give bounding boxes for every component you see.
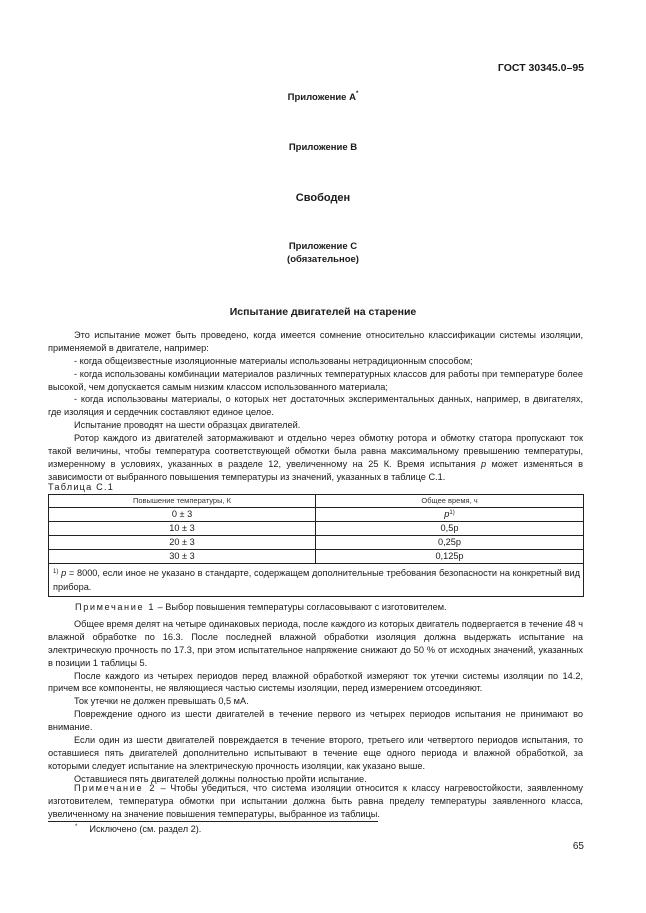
table-header-row: [49, 495, 584, 508]
table-cell-time: 0,25p: [316, 536, 584, 550]
annex-c-subtitle: (обязательное): [287, 253, 359, 265]
table-cell-time: 0,5p: [316, 522, 584, 536]
intro-bullet: - когда использованы комбинации материалов различных температурных классов для работы при температуре более высокой, чем допускается самым низким классом использованного материала;: [48, 368, 583, 392]
table-cell-rise: 0 ± 3: [49, 508, 316, 522]
procedure-paragraph: Общее время делят на четыре одинаковых периода, после каждого из которых двигатель подвергается в течение 48 ч влажной обработке по 16.3. После последней влажной обработки изоляция должна выдержать испытание на электрическую прочность по 17.3, при этом испытательное напряжение снижают до 50 % от исходных значений, указанных в позиции 1 таблицы 5.: [48, 619, 583, 668]
note-2: Примечание 2 – Чтобы убедиться, что система изоляции относится к классу нагревостойкости, заявленному изготовителем, температура обмотки при испытании должна быть равна пределу температуры заявленного класса, увеличенному на значение повышения температуры, выбранное из таблицы.: [48, 783, 583, 819]
table-row: [49, 550, 584, 564]
intro-paragraph: Испытание проводят на шести образцах двигателей.: [74, 420, 301, 431]
table-cell-rise: 20 ± 3: [49, 536, 316, 550]
annex-a-title: Приложение А*: [287, 91, 359, 103]
procedure-paragraph: Повреждение одного из шести двигателей в течение первого из четырех периодов испытания не принимают во внимание.: [48, 709, 583, 732]
table-cell-time: $p^{1)}$: [316, 508, 584, 522]
standard-number: ГОСТ 30345.0–95: [497, 62, 584, 74]
procedure-paragraph: Ток утечки не должен превышать 0,5 мА.: [74, 696, 249, 707]
footnote-divider: [48, 821, 378, 822]
table-row: [49, 508, 584, 522]
annex-c-title-block: [0, 241, 646, 267]
temperature-table: [48, 494, 584, 597]
table-row: [49, 522, 584, 536]
intro-paragraph: Ротор каждого из двигателей затормаживают и отдельно через обмотку ротора и обмотку статора пропускают ток такой величины, чтобы температура соответствующей обмотки была равна максимальному превышению температуры, измеренному в условиях, указанных в разделе 12, увеличенному на 25 К. Время испытания p может изменяться в зависимости от выбранного повышения температуры из значений, указанных в таблице С.1.: [48, 433, 583, 482]
annex-c-heading: Испытание двигателей на старение: [229, 306, 417, 318]
table-header-cell: Общее время, ч: [316, 495, 584, 508]
intro-bullet: - когда использованы материалы, о которых нет достаточных экспериментальных данных, например, в двигателях, где изоляция и сердечник составляют единое целое.: [48, 394, 583, 418]
page-number: 65: [572, 841, 584, 852]
table-title: Таблица С.1: [48, 482, 115, 492]
table-header-cell: Повышение температуры, К: [49, 495, 316, 508]
table-row: [49, 536, 584, 550]
page-footnote: * Исключено (см. раздел 2).: [75, 824, 202, 834]
annex-c-title: Приложение С: [288, 241, 358, 252]
procedure-paragraph: Оставшиеся пять двигателей должны полностью пройти испытание.: [74, 773, 367, 784]
table-cell-rise: 10 ± 3: [49, 522, 316, 536]
annex-b-status: Свободен: [295, 192, 351, 204]
table-cell-time: 0,125p: [316, 550, 584, 564]
procedure-paragraph: Если один из шести двигателей повреждается в течение второго, третьего или четвертого периодов испытания, то оставшиеся пять двигателей дополнительно испытывают в течение еще одного периода и влажной обработкой, за которыми следует испытание на электрическую прочность изоляции, как указано выше.: [48, 734, 583, 771]
procedure-section: [48, 618, 583, 785]
table-footnote: $^{1)}$ p = 8000, если иное не указано в стандарте, содержащем дополнительные требования безопасности на конкретный вид прибора.: [49, 564, 584, 597]
intro-paragraph: Это испытание может быть проведено, когда имеется сомнение относительно классификации системы изоляции, применяемой в двигателе, например:: [48, 330, 583, 353]
procedure-paragraph: После каждого из четырех периодов перед влажной обработкой измеряют ток утечки системы изоляции по 14.2, причем все компоненты, не являющиеся частью системы изоляции, перед измерением отсоединяют.: [48, 670, 583, 694]
table-cell-rise: 30 ± 3: [49, 550, 316, 564]
table-footnote-row: [49, 564, 584, 597]
annex-a-footnote-mark: *: [355, 91, 359, 97]
intro-section: [48, 329, 583, 484]
intro-bullet: - когда общеизвестные изоляционные материалы использованы нетрадиционным способом;: [74, 355, 473, 366]
note-1: Примечание 1 – Выбор повышения температуры согласовывают с изготовителем.: [75, 602, 447, 612]
annex-b-title: Приложение В: [288, 142, 358, 153]
